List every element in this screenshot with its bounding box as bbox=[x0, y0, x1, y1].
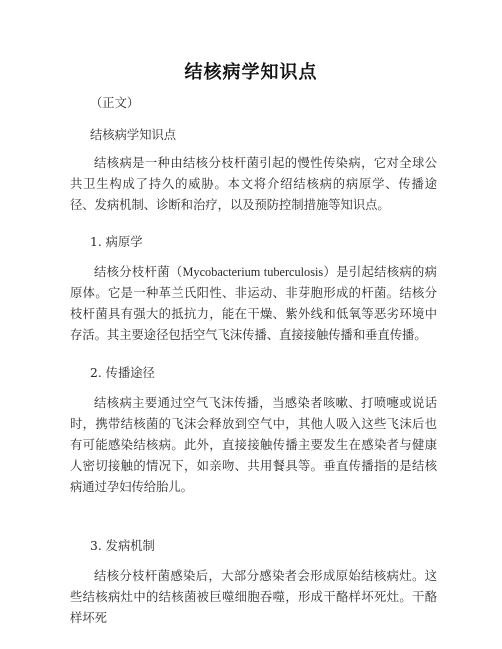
document-title: 结核病学知识点 bbox=[184, 62, 318, 83]
section-heading-pathogenesis: 3. 发病机制 bbox=[90, 539, 155, 553]
transmission-paragraph: 结核病主要通过空气飞沫传播，当感染者咳嗽、打喷嚏或说话时，携带结核菌的飞沫会释放到空气中，其他人吸入这些飞沫后也有可能感染结核病。此外，直接接触传播主要发生在感染者与健康人密切接触的情况下，如亲吻、共用餐具等。垂直传播指的是结核病通过孕妇传给胎儿。 bbox=[70, 396, 437, 494]
etiology-text-start: 结核分枝杆菌（ bbox=[94, 265, 183, 279]
latin-species-name: Mycobacterium tuberculosis bbox=[182, 265, 324, 279]
section-heading-transmission: 2. 传播途径 bbox=[90, 366, 155, 380]
document-subtitle: （正文） bbox=[90, 96, 140, 110]
pathogenesis-paragraph: 结核分枝杆菌感染后，大部分感染者会形成原始结核病灶。这些结核病灶中的结核菌被巨噬细胞吞噬，形成干酪样坏死灶。干酪样坏死 bbox=[70, 569, 437, 625]
etiology-paragraph bbox=[70, 262, 437, 346]
etiology-text-rest: ）是引起结核病的病原体。它是一种革兰氏阳性、非运动、非芽胞形成的杆菌。结核分枝杆菌具有强大的抵抗力，能在干燥、紫外线和低氧等恶劣环境中存活。其主要途径包括空气飞沫传播、直接接触传播和垂直传播。 bbox=[70, 265, 437, 342]
section-heading-etiology: 1. 病原学 bbox=[90, 235, 143, 249]
intro-paragraph: 结核病是一种由结核分枝杆菌引起的慢性传染病，它对全球公共卫生构成了持久的威胁。本文将介绍结核病的病原学、传播途径、发病机制、诊断和治疗，以及预防控制措施等知识点。 bbox=[70, 156, 437, 212]
section-heading: 结核病学知识点 bbox=[90, 128, 177, 142]
